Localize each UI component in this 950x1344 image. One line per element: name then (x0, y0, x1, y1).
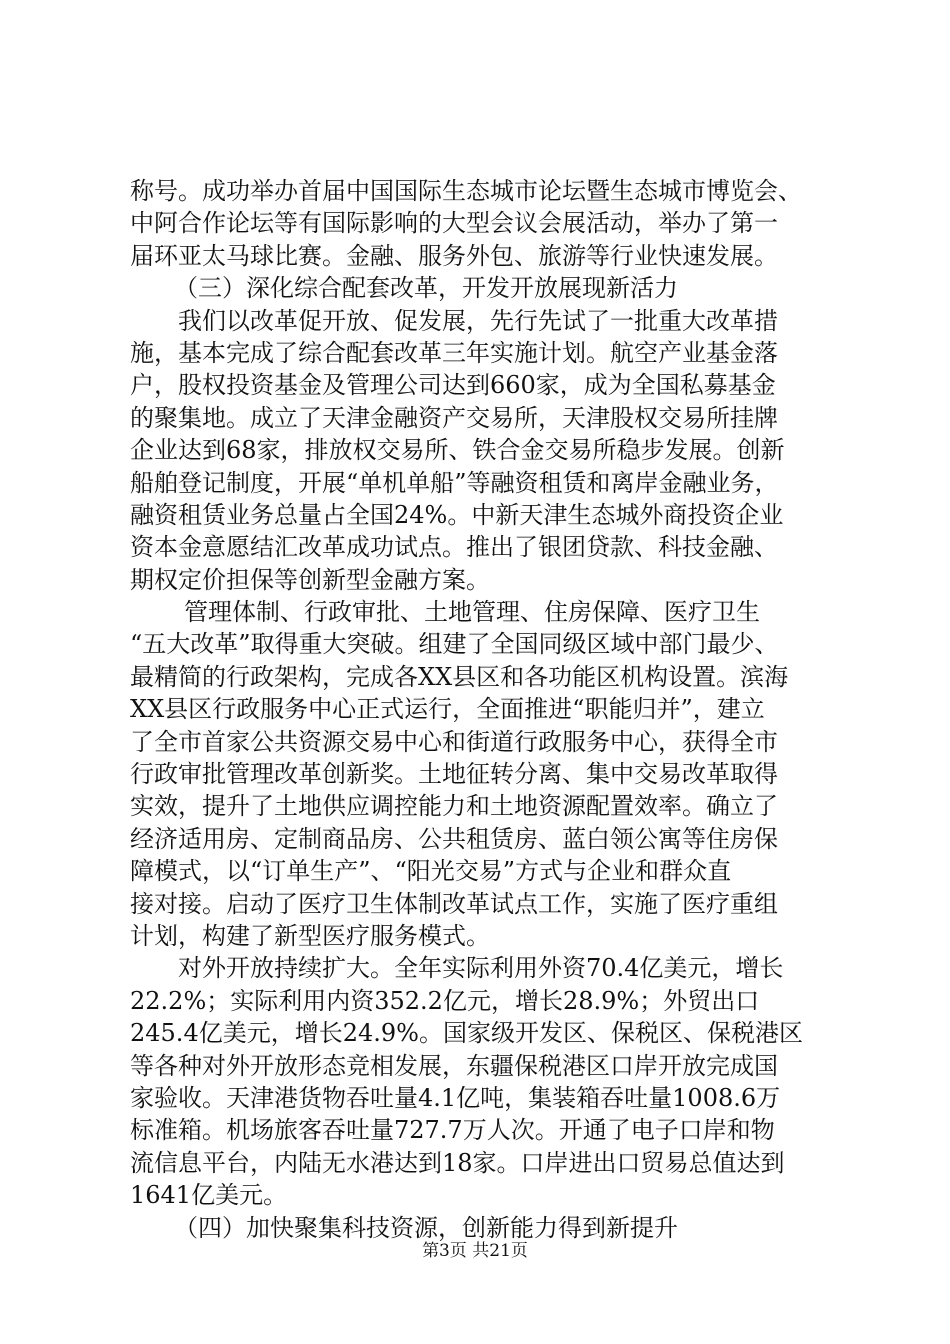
text-line: 22.2%；实际利用内资352.2亿元，增长28.9%；外贸出口 (130, 986, 760, 1015)
text-line: 届环亚太马球比赛。金融、服务外包、旅游等行业快速发展。 (130, 241, 778, 270)
document-body (130, 175, 830, 1244)
text-line: 船舶登记制度，开展“单机单船”等融资租赁和离岸金融业务， (130, 468, 779, 497)
text-line: 我们以改革促开放、促发展，先行先试了一批重大改革措 (178, 306, 778, 335)
text-line: 1641亿美元。 (130, 1181, 288, 1210)
text-line: 245.4亿美元，增长24.9%。国家级开发区、保税区、保税港区 (130, 1019, 803, 1048)
text-line: 期权定价担保等创新型金融方案。 (130, 565, 490, 594)
text-line: 资本金意愿结汇改革成功试点。推出了银团贷款、科技金融、 (130, 533, 778, 562)
text-line: 的聚集地。成立了天津金融资产交易所，天津股权交易所挂牌 (130, 403, 778, 432)
text-line: 中阿合作论坛等有国际影响的大型会议会展活动，举办了第一 (130, 209, 778, 238)
text-line: “五大改革”取得重大突破。组建了全国同级区域中部门最少、 (130, 630, 779, 659)
text-line: 了全市首家公共资源交易中心和街道行政服务中心，获得全市 (130, 727, 778, 756)
text-line: 融资租赁业务总量占全国24%。中新天津生态城外商投资企业 (130, 500, 784, 529)
text-line: 实效，提升了土地供应调控能力和土地资源配置效率。确立了 (130, 792, 778, 821)
text-line: 标准箱。机场旅客吞吐量727.7万人次。开通了电子口岸和物 (130, 1116, 775, 1145)
page-number-footer: 第3页 共21页 (422, 1241, 528, 1261)
text-line: 管理体制、行政审批、土地管理、住房保障、医疗卫生 (184, 598, 760, 627)
section-heading: （四）加快聚集科技资源，创新能力得到新提升 (174, 1213, 678, 1242)
text-line: 行政审批管理改革创新奖。土地征转分离、集中交易改革取得 (130, 760, 778, 789)
text-line: 企业达到68家，排放权交易所、铁合金交易所稳步发展。创新 (130, 436, 785, 465)
text-line: 等各种对外开放形态竞相发展，东疆保税港区口岸开放完成国 (130, 1051, 778, 1080)
text-line: 经济适用房、定制商品房、公共租赁房、蓝白领公寓等住房保 (130, 824, 778, 853)
text-line: 称号。成功举办首届中国国际生态城市论坛暨生态城市博览会、 (130, 177, 802, 205)
text-line: 最精简的行政架构，完成各XX县区和各功能区机构设置。滨海 (130, 662, 789, 691)
text-line: 障模式，以“订单生产”、“阳光交易”方式与企业和群众直 (130, 857, 732, 886)
text-line: 接对接。启动了医疗卫生体制改革试点工作，实施了医疗重组 (130, 889, 778, 918)
text-line: 计划，构建了新型医疗服务模式。 (130, 921, 490, 950)
text-line: 家验收。天津港货物吞吐量4.1亿吨，集装箱吞吐量1008.6万 (130, 1083, 781, 1112)
text-line: 户，股权投资基金及管理公司达到660家，成为全国私募基金 (130, 371, 776, 400)
text-line: 对外开放持续扩大。全年实际利用外资70.4亿美元，增长 (178, 954, 784, 983)
text-line: 流信息平台，内陆无水港达到18家。口岸进出口贸易总值达到 (130, 1148, 785, 1177)
section-heading: （三）深化综合配套改革，开发开放展现新活力 (174, 274, 678, 303)
text-line: 施，基本完成了综合配套改革三年实施计划。航空产业基金落 (130, 338, 778, 367)
text-line: XX县区行政服务中心正式运行，全面推进“职能归并”，建立 (130, 695, 765, 724)
